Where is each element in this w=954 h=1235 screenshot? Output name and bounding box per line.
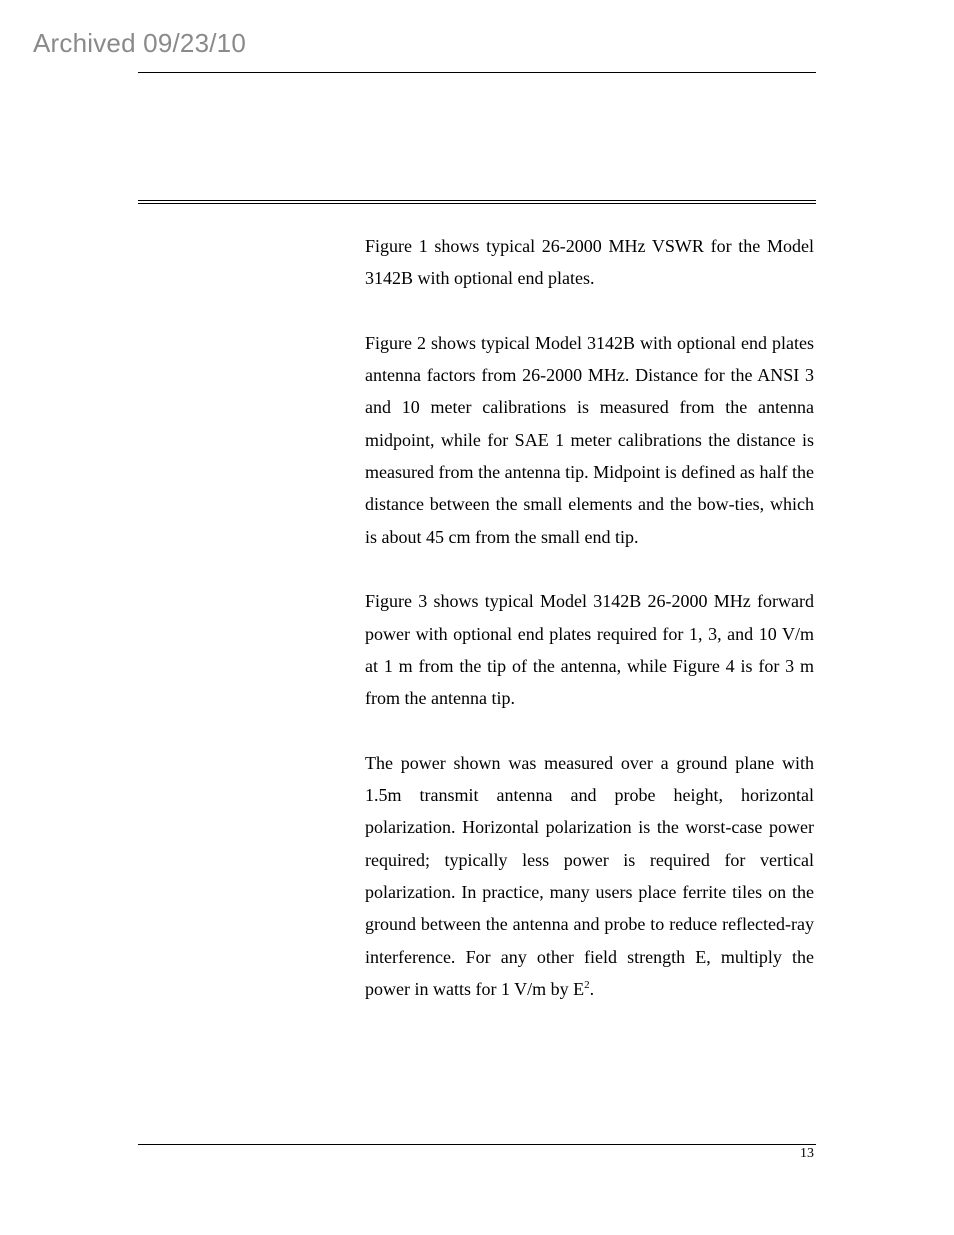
header-rule (138, 72, 816, 73)
paragraph-power-end: . (589, 978, 595, 999)
superscript-exponent: 2 (584, 978, 590, 991)
archive-stamp: Archived 09/23/10 (33, 28, 246, 58)
paragraph-figure-3: Figure 3 shows typical Model 3142B 26-2000 MHz forward power with optional end plates required for 1, 3, and 10 V/m at 1 m from the tip of the antenna, while Figure 4 is for 3 m from the antenna tip. (365, 591, 814, 709)
page-number: 13 (800, 1146, 814, 1161)
section-rule-lower (138, 203, 816, 204)
paragraph-figure-2: Figure 2 shows typical Model 3142B with optional end plates antenna factors from 26-2000 MHz. Distance for the ANSI 3 and 10 meter calibrations is measured from the antenna midpoint, while for SAE 1 meter calibrations the distance is measured from the antenna tip. Midpoint is defined as half the distance between the small elements and the bow-ties, which is about 45 cm from the small end tip. (365, 332, 814, 547)
paragraph-power-text: The power shown was measured over a ground plane with 1.5m transmit antenna and probe height, horizontal polarization. Horizontal polarization is the worst-case power required; typically less power is required for vertical polarization. In practice, many users place ferrite tiles on the ground between the antenna and probe to reduce reflected-ray interference. For any other field strength E, multiply the power in watts for 1 V/m by E (365, 752, 814, 999)
paragraph-figure-1: Figure 1 shows typical 26-2000 MHz VSWR for the Model 3142B with optional end plates. (365, 236, 814, 289)
footer-rule (138, 1144, 816, 1145)
section-rule-upper (138, 200, 816, 201)
paragraph-power-measurement (365, 747, 814, 1005)
body-text-column (365, 230, 814, 1037)
